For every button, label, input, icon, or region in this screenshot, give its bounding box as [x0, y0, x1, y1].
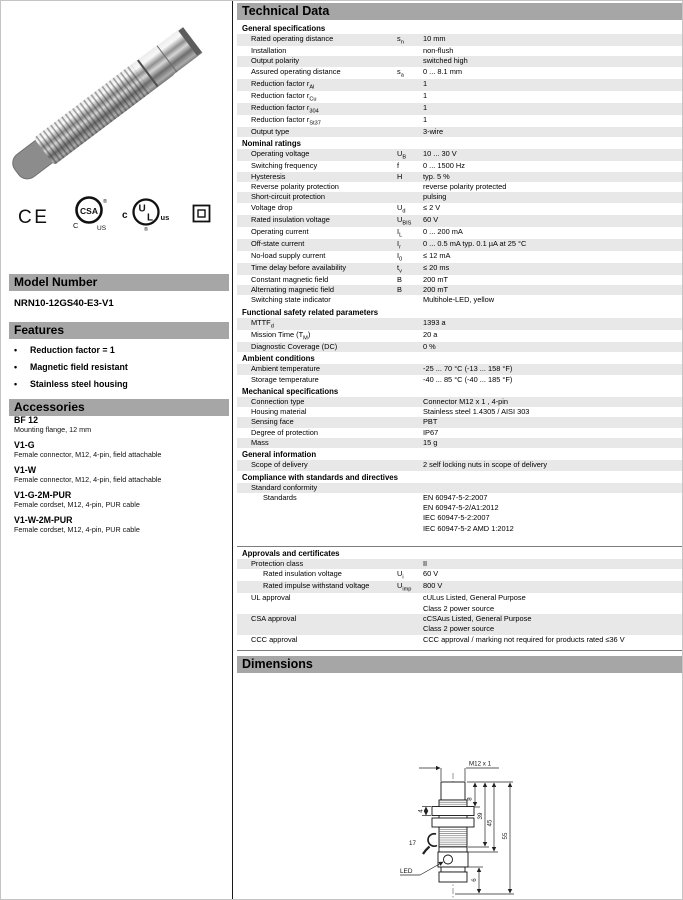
spec-label: Rated insulation voltage	[263, 569, 342, 579]
spec-label: Reduction factor $r_{St37}$	[251, 114, 321, 127]
spec-label: CSA approval	[251, 614, 297, 624]
spec-value: 15 g	[423, 437, 438, 447]
spec-row	[237, 428, 682, 438]
drawing-led-hole	[444, 855, 453, 864]
spec-symbol: B	[397, 285, 402, 295]
svg-text:L: L	[147, 212, 154, 224]
spec-label: Switching frequency	[251, 161, 318, 171]
spec-value: 0 %	[423, 341, 436, 351]
feature-text: Stainless steel housing	[30, 379, 128, 389]
spec-row	[237, 559, 682, 569]
dim-8: 8	[466, 797, 474, 801]
spec-value: 0 ... 200 mA	[423, 226, 463, 236]
spec-symbol	[397, 417, 423, 427]
spec-value: Connector M12 x 1 , 4-pin	[423, 396, 509, 406]
dim-55: 55	[502, 832, 509, 840]
spec-value: 800 V	[423, 581, 443, 591]
spec-value: reverse polarity protected	[423, 181, 507, 191]
left-column	[1, 1, 232, 900]
section-header: Nominal ratings	[242, 139, 301, 149]
section-header: Functional safety related parameters	[242, 307, 379, 317]
spec-symbol: f	[397, 161, 400, 171]
accessory-desc: Female connector, M12, 4-pin, field attachable	[14, 475, 162, 484]
spec-row	[237, 483, 682, 493]
drawing-nut-ring-1	[432, 806, 474, 815]
spec-symbol	[397, 407, 423, 417]
spec-row	[237, 227, 682, 239]
spec-label: Hysteresis	[251, 171, 286, 181]
spec-label: Voltage drop	[251, 202, 293, 212]
spec-symbol: $I_0$	[397, 250, 403, 263]
spec-label: Scope of delivery	[251, 460, 308, 470]
section-header: Ambient conditions	[242, 354, 315, 364]
drawing-connector	[441, 782, 465, 800]
section-header: Approvals and certificates	[242, 549, 340, 559]
spec-symbol	[397, 614, 423, 635]
spec-row	[237, 635, 682, 645]
product-photo	[3, 5, 227, 183]
spec-symbol	[397, 635, 423, 645]
ul-mark-icon	[121, 197, 173, 233]
spec-symbol: H	[397, 171, 403, 181]
spec-row	[237, 172, 682, 182]
spec-symbol	[397, 182, 423, 192]
spec-row	[237, 115, 682, 127]
spec-value: 0 ... 1500 Hz	[423, 161, 465, 171]
model-number-value: NRN10-12GS40-E3-V1	[14, 298, 114, 309]
spec-label: Reduction factor $r_{304}$	[251, 102, 319, 115]
spec-label: Constant magnetic field	[251, 274, 329, 284]
spec-symbol	[397, 428, 423, 438]
spec-row	[237, 330, 682, 342]
spec-value: -25 ... 70 °C (-13 ... 158 °F)	[423, 364, 513, 374]
led-label: LED	[400, 867, 413, 875]
accessories-list	[14, 415, 229, 540]
bullet-icon: •	[14, 345, 18, 355]
spec-row	[237, 614, 682, 635]
feature-text: Magnetic field resistant	[30, 362, 128, 372]
spec-row	[237, 239, 682, 251]
spec-value: cULus Listed, General Purpose Class 2 power source	[423, 593, 526, 613]
spec-symbol	[397, 364, 423, 374]
spec-label: Diagnostic Coverage (DC)	[251, 341, 338, 351]
spec-label: Standard conformity	[251, 482, 318, 492]
spec-symbol	[397, 559, 423, 569]
spec-row	[237, 263, 682, 275]
features-list	[14, 346, 226, 397]
spec-symbol: $I_L$	[397, 226, 403, 239]
spec-label: Mass	[251, 437, 269, 447]
spec-label: Installation	[251, 46, 287, 56]
spec-value: 60 V	[423, 569, 439, 579]
spec-value: 1	[423, 78, 428, 88]
spec-value: PBT	[423, 417, 438, 427]
spec-label: CCC approval	[251, 634, 298, 644]
spec-symbol: $U_d$	[397, 202, 406, 214]
spec-row	[237, 203, 682, 215]
spec-row	[237, 161, 682, 171]
dimensions-header: Dimensions	[237, 656, 682, 673]
spec-value: 200 mT	[423, 274, 449, 284]
wrench-icon	[423, 834, 437, 854]
spec-label: Housing material	[251, 407, 307, 417]
features-header: Features	[9, 322, 229, 339]
ce-mark-icon	[17, 202, 55, 228]
spec-row	[237, 318, 682, 330]
csa-mark-icon	[69, 194, 113, 234]
wrench-size-label: 17	[409, 839, 416, 847]
spec-symbol	[397, 46, 423, 56]
spec-value	[423, 483, 682, 493]
spec-value: 60 V	[423, 214, 439, 224]
spec-symbol: $s_a$	[397, 66, 404, 79]
spec-label: Reduction factor $r_{Cu}$	[251, 90, 317, 103]
model-number-header: Model Number	[9, 274, 229, 291]
spec-label: $MTTF_d$	[251, 317, 274, 330]
dim-39: 39	[477, 812, 484, 820]
spec-row	[237, 364, 682, 374]
tech-table	[237, 22, 682, 651]
spec-symbol: $U_B$	[397, 149, 407, 161]
spec-row	[237, 407, 682, 417]
spec-row	[237, 79, 682, 91]
bullet-icon: •	[14, 379, 18, 389]
section-header: General information	[242, 450, 317, 460]
spec-label: Ambient temperature	[251, 364, 321, 374]
column-divider	[232, 1, 233, 900]
accessory-name: V1-G	[14, 440, 35, 450]
accessory-name: BF 12	[14, 415, 38, 425]
spec-label: Sensing face	[251, 417, 294, 427]
spec-value: Stainless steel 1.4305 / AISI 303	[423, 407, 530, 417]
drawing-tip-band	[439, 872, 467, 882]
spec-value: -40 ... 85 °C (-40 ... 185 °F)	[423, 374, 513, 384]
drawing-nut-ring-2	[432, 818, 474, 827]
spec-value: typ. 5 %	[423, 171, 450, 181]
spec-label: Connection type	[251, 396, 305, 406]
drawing-led-band	[438, 852, 468, 867]
accessories-header: Accessories	[9, 399, 229, 416]
spec-value: pulsing	[423, 192, 447, 202]
spec-label: UL approval	[251, 593, 291, 603]
spec-value: 10 ... 30 V	[423, 149, 457, 159]
spec-row	[237, 593, 682, 614]
thread-label: M12 x 1	[469, 760, 492, 768]
spec-value: IP67	[423, 427, 439, 437]
spec-symbol	[397, 79, 423, 91]
svg-text:®: ®	[103, 199, 108, 205]
spec-row	[237, 149, 682, 161]
technical-data-header: Technical Data	[237, 3, 682, 20]
spec-value: II	[423, 559, 428, 569]
spec-symbol	[397, 330, 423, 342]
spec-value: non-flush	[423, 46, 454, 56]
spec-row	[237, 342, 682, 352]
protection-class-2-icon	[192, 204, 211, 223]
spec-row	[237, 91, 682, 103]
spec-symbol: $s_n$	[397, 34, 404, 46]
section-rule	[237, 650, 682, 651]
svg-text:CSA: CSA	[80, 206, 98, 216]
spec-symbol	[397, 103, 423, 115]
spec-row	[237, 493, 682, 534]
spec-row	[237, 397, 682, 407]
accessory-desc: Female connector, M12, 4-pin, field attachable	[14, 450, 162, 459]
accessory-desc: Mounting flange, 12 mm	[14, 425, 92, 434]
spec-symbol: $U_{imp}$	[397, 581, 412, 593]
spec-row	[237, 127, 682, 137]
spec-row	[237, 192, 682, 202]
section-header: Compliance with standards and directives	[242, 472, 398, 482]
spec-row	[237, 275, 682, 285]
spec-symbol	[397, 375, 423, 385]
svg-text:C: C	[73, 221, 79, 230]
spec-row	[237, 285, 682, 295]
spec-row	[237, 182, 682, 192]
spec-value: 10 mm	[423, 34, 446, 43]
bullet-icon: •	[14, 362, 18, 372]
spec-row	[237, 375, 682, 385]
spacer	[237, 534, 682, 546]
spec-row	[237, 581, 682, 593]
spec-value: 1	[423, 90, 428, 100]
spec-symbol	[397, 438, 423, 448]
spec-symbol	[397, 91, 423, 103]
spec-row	[237, 251, 682, 263]
spec-symbol: $U_{BIS}$	[397, 214, 412, 227]
right-column	[237, 3, 682, 900]
spec-label: Time delay before availability	[251, 262, 347, 272]
spec-row	[237, 46, 682, 56]
spec-value: 2 self locking nuts in scope of delivery	[423, 460, 548, 470]
spec-symbol	[397, 192, 423, 202]
spec-row	[237, 295, 682, 305]
spec-row	[237, 569, 682, 581]
accessory-name: V1-W	[14, 465, 36, 475]
spec-label: Degree of protection	[251, 427, 318, 437]
dim-4: 4	[417, 809, 425, 813]
spec-symbol	[397, 593, 423, 614]
spec-label: Output polarity	[251, 56, 300, 66]
spec-value: EN 60947-5-2:2007 EN 60947-5-2/A1:2012 IEC 60947-5-2:2007 IEC 60947-5-2 AMD 1:2012	[423, 492, 514, 533]
dimension-drawing	[395, 755, 530, 900]
svg-text:us: us	[160, 213, 170, 222]
svg-text:®: ®	[144, 227, 149, 233]
spec-row	[237, 460, 682, 470]
spec-symbol: $t_v$	[397, 262, 402, 275]
spec-value: 20 a	[423, 329, 438, 339]
spec-symbol	[397, 483, 423, 493]
spec-symbol: $I_r$	[397, 238, 401, 251]
spec-value: ≤ 2 V	[423, 202, 441, 212]
feature-item	[14, 346, 226, 355]
spec-label: Rated insulation voltage	[251, 214, 330, 224]
spec-row	[237, 438, 682, 448]
spec-label: Storage temperature	[251, 374, 319, 384]
spec-value: 1	[423, 102, 428, 112]
svg-text:c: c	[122, 210, 128, 221]
spec-symbol	[397, 295, 423, 305]
drawing-neck	[441, 867, 465, 872]
spec-value: 1	[423, 114, 428, 124]
spec-label: Rated impulse withstand voltage	[263, 581, 370, 591]
accessory-name: V1-G-2M-PUR	[14, 490, 72, 500]
spec-value: 0 ... 0.5 mA typ. 0.1 µA at 25 °C	[423, 238, 527, 248]
accessory-name: V1-W-2M-PUR	[14, 515, 73, 525]
spec-value: 200 mT	[423, 285, 449, 295]
spec-value: cCSAus Listed, General Purpose Class 2 power source	[423, 614, 532, 634]
spec-value: ≤ 12 mA	[423, 250, 451, 260]
spec-label: Rated operating distance	[251, 34, 334, 43]
section-header: Mechanical specifications	[242, 386, 339, 396]
spec-label: Output type	[251, 126, 290, 136]
svg-text:US: US	[97, 225, 107, 232]
spec-label: Standards	[263, 492, 297, 502]
spec-row	[237, 215, 682, 227]
spec-row	[237, 67, 682, 79]
spec-symbol	[397, 318, 423, 330]
spec-row	[237, 103, 682, 115]
spec-label: Switching state indicator	[251, 295, 331, 305]
dim-45: 45	[486, 819, 494, 827]
spec-symbol	[397, 342, 423, 352]
spec-label: Operating voltage	[251, 149, 310, 159]
spec-label: Mission Time $(T_M)$	[251, 329, 311, 342]
spec-label: Off-state current	[251, 238, 305, 248]
spec-label: Reverse polarity protection	[251, 181, 339, 191]
spec-row	[237, 56, 682, 66]
spec-symbol	[397, 493, 423, 534]
feature-text: Reduction factor = 1	[30, 345, 115, 355]
spec-symbol: $U_i$	[397, 569, 404, 581]
spec-row	[237, 417, 682, 427]
spec-value: ≤ 20 ms	[423, 262, 450, 272]
spec-symbol	[397, 460, 423, 470]
spec-row	[237, 34, 682, 46]
spec-symbol	[397, 115, 423, 127]
svg-text:U: U	[138, 203, 146, 215]
spec-symbol	[397, 56, 423, 66]
spec-label: Alternating magnetic field	[251, 285, 334, 295]
accessory-desc: Female cordset, M12, 4-pin, PUR cable	[14, 525, 140, 534]
svg-text:CE: CE	[18, 207, 50, 228]
spec-value: switched high	[423, 56, 468, 66]
spec-label: Assured operating distance	[251, 66, 341, 76]
section-header: General specifications	[242, 24, 326, 33]
feature-item	[14, 363, 226, 372]
dim-6: 6	[471, 878, 478, 882]
spec-value: 1393 a	[423, 317, 446, 327]
spec-value: 0 ... 8.1 mm	[423, 66, 463, 76]
spec-label: Operating current	[251, 226, 309, 236]
spec-value: Multihole-LED, yellow	[423, 295, 495, 305]
spec-label: No-load supply current	[251, 250, 326, 260]
spec-label: Reduction factor $r_{Al}$	[251, 78, 315, 91]
spec-label: Short-circuit protection	[251, 192, 325, 202]
accessory-desc: Female cordset, M12, 4-pin, PUR cable	[14, 500, 140, 509]
spec-symbol: B	[397, 274, 402, 284]
spec-label: Protection class	[251, 559, 304, 569]
feature-item	[14, 380, 226, 389]
spec-symbol	[397, 127, 423, 137]
spec-symbol	[397, 397, 423, 407]
spec-value: 3-wire	[423, 126, 444, 136]
spec-value: CCC approval / marking not required for products rated ≤36 V	[423, 634, 625, 644]
